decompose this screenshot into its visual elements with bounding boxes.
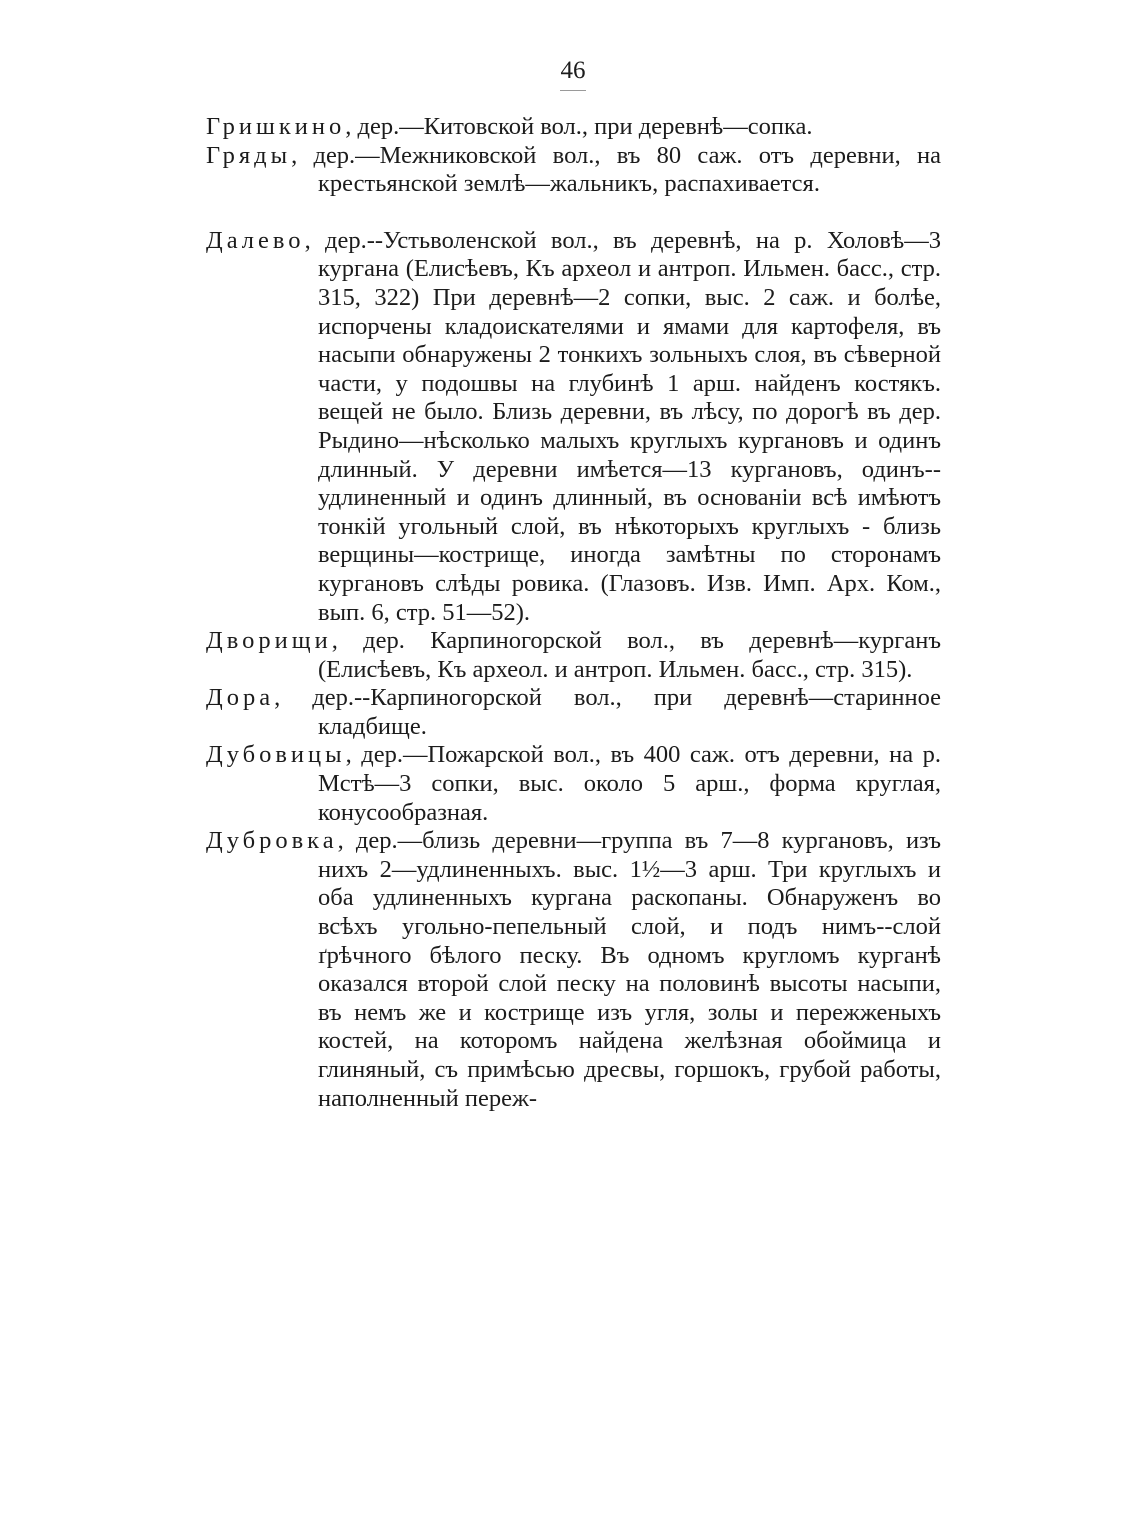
gazetteer-entries (206, 113, 941, 1113)
entry-text: , дер.--Устьволенской вол., въ деревнѣ, на р. Холовѣ—3 кургана (Елисѣевъ, Къ археол и антроп. Ильмен. басс., стр. 315, 322) При деревнѣ—2 сопки, выс. 2 саж. и болѣе, испорчены кладоискателями и ямами для картофеля, въ насыпи обнаружены 2 тонкихъ зольныхъ слоя, въ сѣверной части, у подошвы на глубинѣ 1 арш. найденъ костякъ. вещей не было. Близь деревни, въ лѣсу, по дорогѣ въ дер. Рыдино—нѣсколько малыхъ круглыхъ кургановъ и одинъ длинный. У деревни имѣется—13 кургановъ, одинъ--удлиненный и одинъ длинный, въ основаніи всѣ имѣютъ тонкій угольный слой, въ нѣкоторыхъ круглыхъ - близь верщины—кострище, иногда замѣтны по сторонамъ кургановъ слѣды ровика. (Глазовъ. Изв. Имп. Арх. Ком., вып. 6, стр. 51—52). (304, 226, 941, 626)
entry-text: , дер.—близь деревни—группа въ 7—8 кургановъ, изъ нихъ 2—удлиненныхъ. выс. 1½—3 арш. Три круглыхъ и оба удлиненныхъ кургана раскопаны. Обнаруженъ во всѣхъ угольно-пепельный слой, и подъ нимъ--слой ґрѣчного бѣлого песку. Въ одномъ кругломъ курганѣ оказался второй слой песку на половинѣ высоты насыпи, въ немъ же и кострище изъ угля, золы и пережженыхъ костей, на которомъ найдена желѣзная обоймица и глиняный, съ примѣсью дресвы, горшокъ, грубой работы, наполненный переж- (318, 827, 941, 1112)
entry-headword: Далево (206, 226, 305, 254)
entry-dubovitsy (206, 741, 941, 827)
entry-text: , дер.--Карпиногорской вол., при деревнѣ—старинное кладбище. (274, 684, 941, 740)
entry-dubrovka (206, 827, 941, 1113)
entry-text: , дер.—Пожарской вол., въ 400 саж. отъ деревни, на р. Мстѣ—3 сопки, выс. около 5 арш., форма круглая, конусообразная. (318, 741, 941, 826)
entry-dvorishchi (206, 627, 941, 684)
entry-text: , дер. Карпиногорской вол., въ деревнѣ—курганъ (Елисѣевъ, Къ археол. и антроп. Ильмен. басс., стр. 315). (318, 627, 941, 683)
entry-dora (206, 684, 941, 741)
entry-headword: Дворищи (206, 627, 332, 655)
entry-headword: Гришкино (206, 113, 346, 140)
entry-headword: Гряды (206, 141, 292, 169)
entry-headword: Дора (206, 684, 275, 712)
entry-grishkino (206, 113, 941, 142)
entry-text: , дер.—Межниковской вол., въ 80 саж. отъ деревни, на крестьянской землѣ—жальникъ, распахивается. (291, 141, 941, 198)
page-number: 46 (560, 57, 586, 84)
entry-dalevo (206, 227, 941, 627)
page-number-rule (560, 90, 586, 91)
entry-headword: Дубовицы (206, 741, 346, 769)
entry-griady (206, 142, 941, 199)
entry-text: , дер.—Китовской вол., при деревнѣ—сопка. (345, 113, 813, 140)
entry-headword: Дубровка (206, 827, 338, 855)
